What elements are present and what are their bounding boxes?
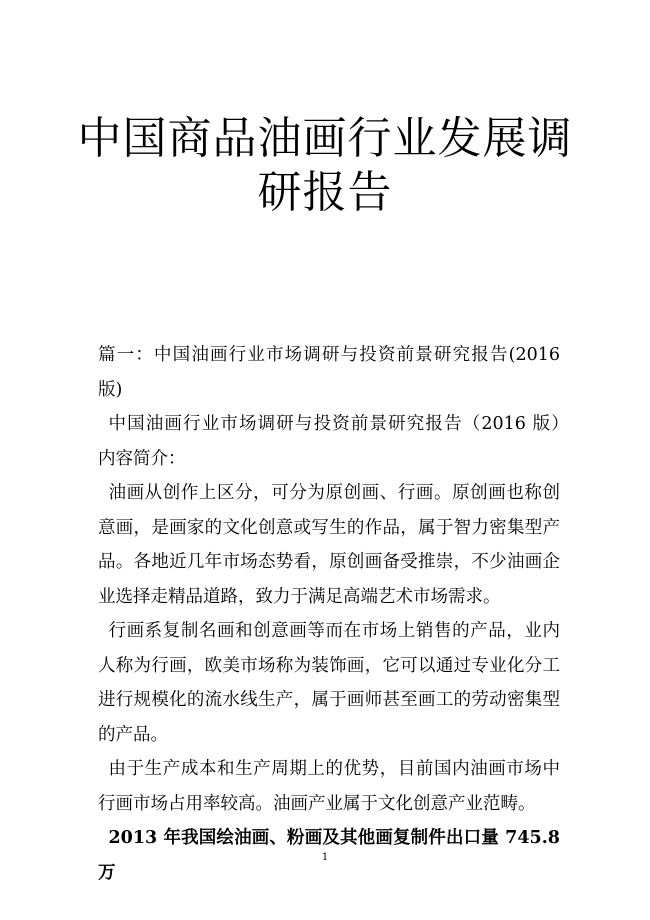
- original-painting-paragraph: 油画从创作上区分，可分为原创画、行画。原创画也称创意画，是画家的文化创意或写生的作品，属于智力密集型产品。各地近几年市场态势看，原创画备受推崇，不少油画企业选择走精品道路，致力于满足高端艺术市场需求。: [98, 483, 560, 607]
- title-line-1: 中国商品油画行业发展调: [77, 113, 573, 164]
- commercial-painting-paragraph: 行画系复制名画和创意画等而在市场上销售的产品，业内人称为行画，欧美市场称为装饰画，它可以通过专业化分工进行规模化的流水线生产，属于画师甚至画工的劳动密集型的产品。: [98, 621, 560, 745]
- market-share-paragraph: 由于生产成本和生产周期上的优势，目前国内油画市场中行画市场占用率较高。油画产业属于文化创意产业范畴。: [98, 759, 560, 814]
- section-heading: 篇一：中国油画行业市场调研与投资前景研究报告(2016 版): [98, 345, 560, 400]
- page-number: 1: [321, 852, 329, 863]
- document-title: [60, 112, 590, 220]
- title-line-2: 研报告: [257, 167, 393, 218]
- export-data-paragraph: 2013 年我国绘油画、粉画及其他画复制件出口量 745.8 万: [98, 828, 560, 883]
- document-body: [98, 338, 578, 890]
- report-intro-paragraph: 中国油画行业市场调研与投资前景研究报告（2016 版） 内容简介：: [98, 414, 578, 469]
